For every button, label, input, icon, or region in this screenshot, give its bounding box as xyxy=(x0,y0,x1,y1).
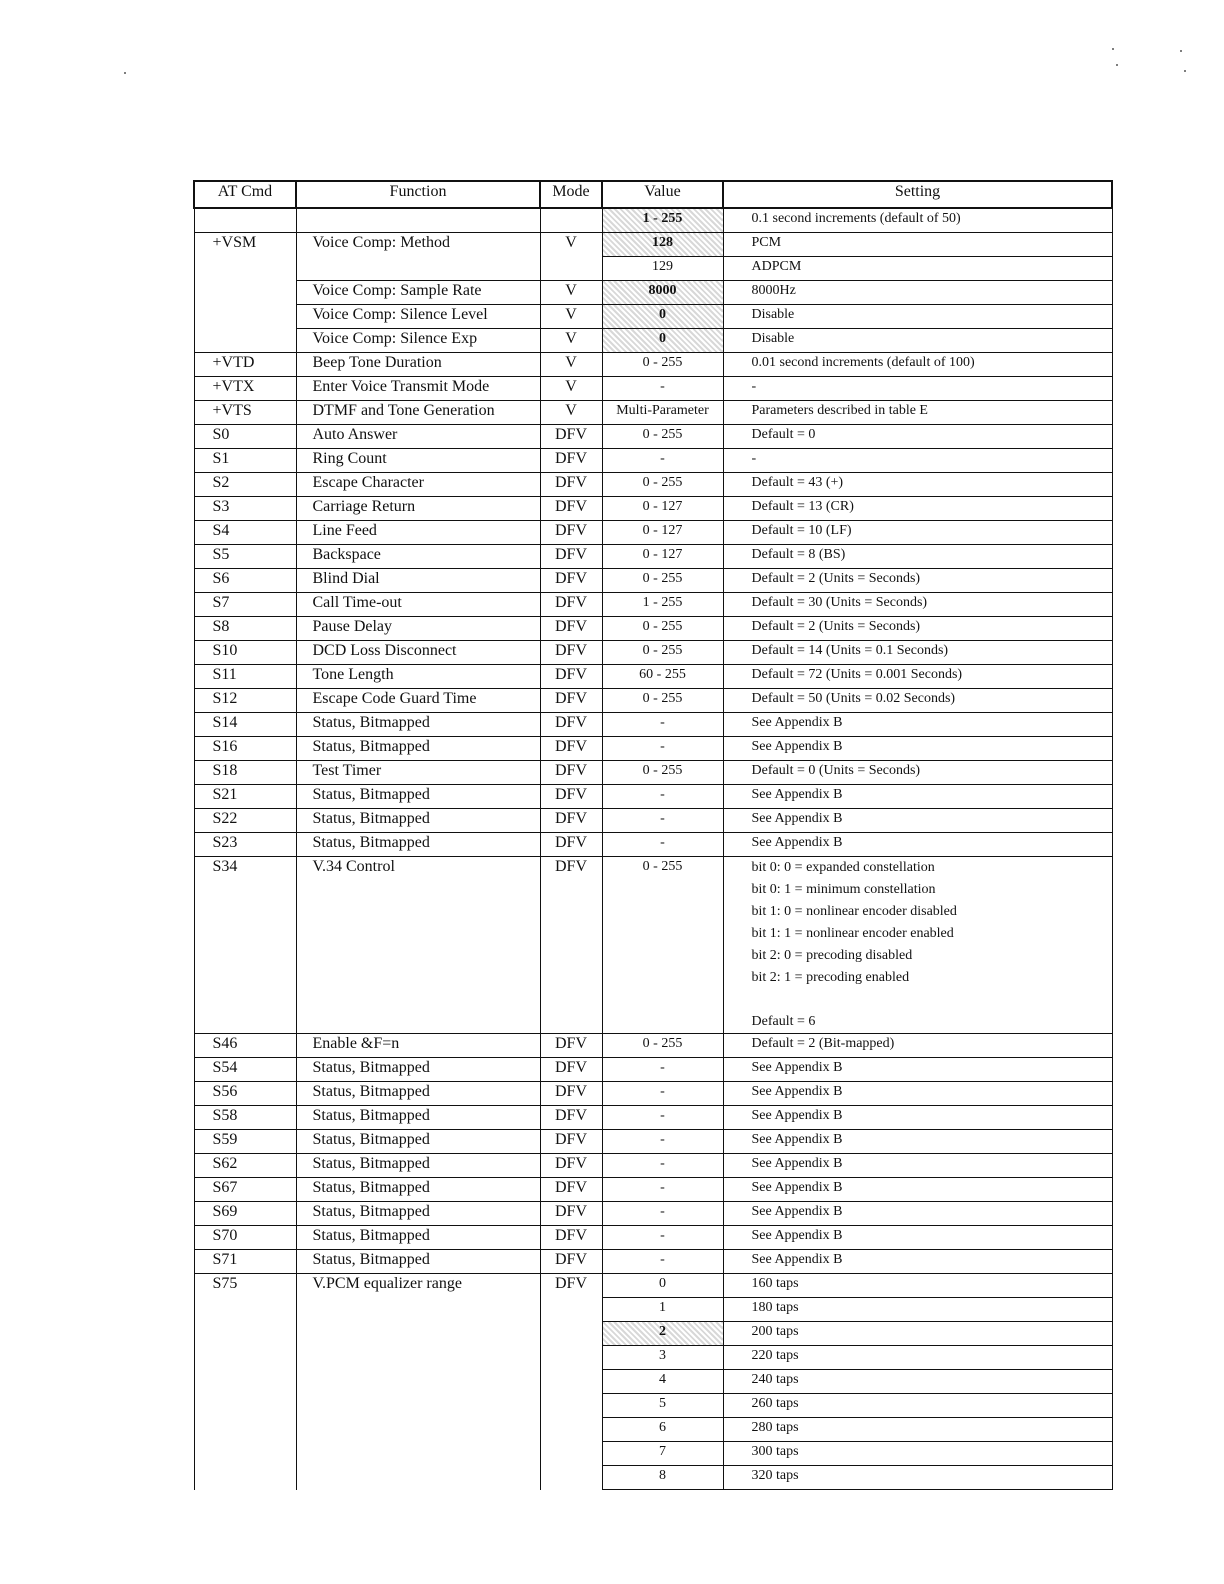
value-cell: - xyxy=(602,809,723,833)
table-row xyxy=(194,1082,1112,1106)
table-row xyxy=(194,1226,1112,1250)
mode-cell: DFV xyxy=(540,617,602,641)
table-row xyxy=(194,521,1112,545)
value-cell: - xyxy=(602,449,723,473)
value-cell: - xyxy=(602,1082,723,1106)
value-cell: 0 - 127 xyxy=(602,521,723,545)
table-row xyxy=(194,425,1112,449)
cmd-cell: S46 xyxy=(194,1034,296,1058)
cmd-cell: S6 xyxy=(194,569,296,593)
cmd-cell: S14 xyxy=(194,713,296,737)
cmd-cell xyxy=(194,257,296,281)
scan-speck xyxy=(124,72,126,74)
value-cell: 1 - 255 xyxy=(602,593,723,617)
cmd-cell: S7 xyxy=(194,593,296,617)
cmd-cell: S62 xyxy=(194,1154,296,1178)
mode-cell: V xyxy=(540,233,602,281)
value-cell: - xyxy=(602,1130,723,1154)
cmd-cell xyxy=(194,329,296,353)
table-row xyxy=(194,1034,1112,1058)
function-cell: Escape Character xyxy=(296,473,540,497)
function-cell: Line Feed xyxy=(296,521,540,545)
mode-cell: DFV xyxy=(540,761,602,785)
function-cell: Test Timer xyxy=(296,761,540,785)
setting-cell: - xyxy=(723,449,1112,473)
mode-cell: DFV xyxy=(540,1226,602,1250)
function-cell: Voice Comp: Silence Level xyxy=(296,305,540,329)
header-mode: Mode xyxy=(540,181,602,208)
function-cell: Status, Bitmapped xyxy=(296,833,540,857)
cmd-cell xyxy=(194,281,296,305)
mode-cell: DFV xyxy=(540,857,602,1034)
setting-cell: 180 taps xyxy=(723,1298,1112,1322)
mode-cell: V xyxy=(540,353,602,377)
value-cell: - xyxy=(602,713,723,737)
value-cell: - xyxy=(602,1058,723,1082)
table-row xyxy=(194,569,1112,593)
mode-cell: DFV xyxy=(540,1034,602,1058)
function-cell: V.34 Control xyxy=(296,857,540,1034)
setting-cell: 260 taps xyxy=(723,1394,1112,1418)
setting-cell: See Appendix B xyxy=(723,1082,1112,1106)
cmd-cell: +VTD xyxy=(194,353,296,377)
mode-cell: DFV xyxy=(540,665,602,689)
table-row xyxy=(194,1106,1112,1130)
value-cell: - xyxy=(602,1226,723,1250)
table-row xyxy=(194,737,1112,761)
mode-cell: DFV xyxy=(540,1274,602,1490)
mode-cell: DFV xyxy=(540,737,602,761)
value-cell: - xyxy=(602,833,723,857)
setting-cell: See Appendix B xyxy=(723,1130,1112,1154)
setting-cell: See Appendix B xyxy=(723,1202,1112,1226)
cmd-cell: S75 xyxy=(194,1274,296,1490)
function-cell: Ring Count xyxy=(296,449,540,473)
function-cell: Status, Bitmapped xyxy=(296,1130,540,1154)
setting-cell: See Appendix B xyxy=(723,737,1112,761)
scan-speck xyxy=(1184,70,1186,72)
table-row xyxy=(194,833,1112,857)
setting-cell: 240 taps xyxy=(723,1370,1112,1394)
cmd-cell: S11 xyxy=(194,665,296,689)
function-cell: V.PCM equalizer range xyxy=(296,1274,540,1490)
value-cell: 0 - 255 xyxy=(602,473,723,497)
function-cell: Pause Delay xyxy=(296,617,540,641)
value-cell: 0 xyxy=(602,1274,723,1298)
cmd-cell xyxy=(194,305,296,329)
function-cell: Enter Voice Transmit Mode xyxy=(296,377,540,401)
at-command-table xyxy=(193,180,1113,1490)
mode-cell: DFV xyxy=(540,521,602,545)
cmd-cell: S18 xyxy=(194,761,296,785)
table-row xyxy=(194,401,1112,425)
setting-cell: 0.01 second increments (default of 100) xyxy=(723,353,1112,377)
setting-cell: Default = 2 (Units = Seconds) xyxy=(723,569,1112,593)
function-cell xyxy=(296,208,540,233)
value-cell: - xyxy=(602,1154,723,1178)
setting-cell: 200 taps xyxy=(723,1322,1112,1346)
value-cell: 0 - 127 xyxy=(602,497,723,521)
function-cell: Call Time-out xyxy=(296,593,540,617)
function-cell: Status, Bitmapped xyxy=(296,1202,540,1226)
table-row xyxy=(194,1058,1112,1082)
value-cell: - xyxy=(602,785,723,809)
setting-cell: Default = 50 (Units = 0.02 Seconds) xyxy=(723,689,1112,713)
value-cell: Multi-Parameter xyxy=(602,401,723,425)
cmd-cell: S59 xyxy=(194,1130,296,1154)
function-cell: Status, Bitmapped xyxy=(296,1250,540,1274)
mode-cell: DFV xyxy=(540,1106,602,1130)
mode-cell: DFV xyxy=(540,785,602,809)
setting-cell: See Appendix B xyxy=(723,785,1112,809)
value-cell: 2 xyxy=(602,1322,723,1346)
header-value: Value xyxy=(602,181,723,208)
setting-cell: Disable xyxy=(723,305,1112,329)
value-cell: 0 - 255 xyxy=(602,425,723,449)
setting-cell: See Appendix B xyxy=(723,1250,1112,1274)
function-cell: Status, Bitmapped xyxy=(296,1106,540,1130)
table-row xyxy=(194,857,1112,1034)
setting-cell: See Appendix B xyxy=(723,1226,1112,1250)
header-function: Function xyxy=(296,181,540,208)
function-cell: Backspace xyxy=(296,545,540,569)
value-cell: - xyxy=(602,1106,723,1130)
cmd-cell: S12 xyxy=(194,689,296,713)
setting-cell: Default = 14 (Units = 0.1 Seconds) xyxy=(723,641,1112,665)
setting-cell: Default = 43 (+) xyxy=(723,473,1112,497)
value-cell: - xyxy=(602,1250,723,1274)
cmd-cell: S23 xyxy=(194,833,296,857)
setting-cell: 160 taps xyxy=(723,1274,1112,1298)
value-cell: 129 xyxy=(602,257,723,281)
cmd-cell: S70 xyxy=(194,1226,296,1250)
function-cell: Status, Bitmapped xyxy=(296,1154,540,1178)
setting-cell: See Appendix B xyxy=(723,1154,1112,1178)
function-cell: Status, Bitmapped xyxy=(296,1178,540,1202)
cmd-cell: S8 xyxy=(194,617,296,641)
table-row xyxy=(194,593,1112,617)
cmd-cell: S10 xyxy=(194,641,296,665)
function-cell: Tone Length xyxy=(296,665,540,689)
table-row xyxy=(194,497,1112,521)
setting-cell: Default = 30 (Units = Seconds) xyxy=(723,593,1112,617)
scan-speck xyxy=(1116,64,1118,66)
value-cell: 0 xyxy=(602,305,723,329)
setting-cell: 220 taps xyxy=(723,1346,1112,1370)
value-cell: 3 xyxy=(602,1346,723,1370)
table-row xyxy=(194,641,1112,665)
value-cell: 4 xyxy=(602,1370,723,1394)
value-cell: - xyxy=(602,737,723,761)
value-cell: 0 - 255 xyxy=(602,641,723,665)
scan-speck xyxy=(1112,48,1114,50)
setting-cell: PCM xyxy=(723,233,1112,257)
table-row xyxy=(194,689,1112,713)
setting-cell: 8000Hz xyxy=(723,281,1112,305)
cmd-cell xyxy=(194,208,296,233)
table-row xyxy=(194,809,1112,833)
mode-cell: DFV xyxy=(540,1178,602,1202)
setting-cell: 0.1 second increments (default of 50) xyxy=(723,208,1112,233)
mode-cell xyxy=(540,208,602,233)
cmd-cell: S0 xyxy=(194,425,296,449)
header-row xyxy=(194,181,1112,208)
mode-cell: DFV xyxy=(540,809,602,833)
function-cell: Status, Bitmapped xyxy=(296,1058,540,1082)
value-cell: 0 - 255 xyxy=(602,761,723,785)
function-cell: Voice Comp: Method xyxy=(296,233,540,281)
cmd-cell: S5 xyxy=(194,545,296,569)
header-setting: Setting xyxy=(723,181,1112,208)
function-cell: Status, Bitmapped xyxy=(296,713,540,737)
mode-cell: V xyxy=(540,329,602,353)
value-cell: - xyxy=(602,1202,723,1226)
setting-cell: Parameters described in table E xyxy=(723,401,1112,425)
setting-cell: Default = 0 xyxy=(723,425,1112,449)
function-cell: Blind Dial xyxy=(296,569,540,593)
value-cell: 60 - 255 xyxy=(602,665,723,689)
mode-cell: DFV xyxy=(540,641,602,665)
cmd-cell: S67 xyxy=(194,1178,296,1202)
setting-cell: 320 taps xyxy=(723,1466,1112,1490)
setting-cell: Default = 8 (BS) xyxy=(723,545,1112,569)
setting-cell: 280 taps xyxy=(723,1418,1112,1442)
cmd-cell: +VTS xyxy=(194,401,296,425)
function-cell: DCD Loss Disconnect xyxy=(296,641,540,665)
cmd-cell: S69 xyxy=(194,1202,296,1226)
value-cell: 0 - 255 xyxy=(602,689,723,713)
setting-cell: Default = 0 (Units = Seconds) xyxy=(723,761,1112,785)
table-row xyxy=(194,617,1112,641)
cmd-cell: S56 xyxy=(194,1082,296,1106)
function-cell: Status, Bitmapped xyxy=(296,1082,540,1106)
function-cell: Status, Bitmapped xyxy=(296,785,540,809)
setting-cell: See Appendix B xyxy=(723,1178,1112,1202)
setting-cell: Default = 72 (Units = 0.001 Seconds) xyxy=(723,665,1112,689)
table-row xyxy=(194,305,1112,329)
mode-cell: DFV xyxy=(540,1082,602,1106)
mode-cell: DFV xyxy=(540,1202,602,1226)
value-cell: 0 - 255 xyxy=(602,617,723,641)
mode-cell: DFV xyxy=(540,1154,602,1178)
value-cell: 0 - 255 xyxy=(602,569,723,593)
value-cell: 0 - 255 xyxy=(602,857,723,1034)
setting-cell: See Appendix B xyxy=(723,809,1112,833)
mode-cell: V xyxy=(540,377,602,401)
setting-cell: See Appendix B xyxy=(723,833,1112,857)
table-row xyxy=(194,353,1112,377)
value-cell: 128 xyxy=(602,233,723,257)
function-cell: Status, Bitmapped xyxy=(296,809,540,833)
setting-cell: Default = 2 (Bit-mapped) xyxy=(723,1034,1112,1058)
value-cell: 8 xyxy=(602,1466,723,1490)
table-row xyxy=(194,449,1112,473)
cmd-cell: S22 xyxy=(194,809,296,833)
cmd-cell: S71 xyxy=(194,1250,296,1274)
table-row xyxy=(194,1202,1112,1226)
cmd-cell: S4 xyxy=(194,521,296,545)
mode-cell: DFV xyxy=(540,497,602,521)
value-cell: 0 - 127 xyxy=(602,545,723,569)
table-row xyxy=(194,665,1112,689)
value-cell: 1 - 255 xyxy=(602,208,723,233)
table-row xyxy=(194,329,1112,353)
mode-cell: DFV xyxy=(540,593,602,617)
setting-cell: See Appendix B xyxy=(723,1058,1112,1082)
value-cell: 7 xyxy=(602,1442,723,1466)
cmd-cell: +VTX xyxy=(194,377,296,401)
function-cell: Carriage Return xyxy=(296,497,540,521)
setting-cell: - xyxy=(723,377,1112,401)
setting-cell: See Appendix B xyxy=(723,713,1112,737)
value-cell: 5 xyxy=(602,1394,723,1418)
setting-cell: See Appendix B xyxy=(723,1106,1112,1130)
mode-cell: DFV xyxy=(540,425,602,449)
function-cell: Status, Bitmapped xyxy=(296,737,540,761)
table-row xyxy=(194,1274,1112,1298)
value-cell: 8000 xyxy=(602,281,723,305)
scan-speck xyxy=(1180,50,1182,52)
cmd-cell: +VSM xyxy=(194,233,296,257)
table-row xyxy=(194,761,1112,785)
table-row xyxy=(194,208,1112,233)
mode-cell: DFV xyxy=(540,713,602,737)
table-row xyxy=(194,377,1112,401)
mode-cell: V xyxy=(540,401,602,425)
header-cmd: AT Cmd xyxy=(194,181,296,208)
mode-cell: DFV xyxy=(540,1058,602,1082)
value-cell: - xyxy=(602,1178,723,1202)
function-cell: DTMF and Tone Generation xyxy=(296,401,540,425)
table-row xyxy=(194,233,1112,257)
mode-cell: DFV xyxy=(540,569,602,593)
function-cell: Voice Comp: Sample Rate xyxy=(296,281,540,305)
table-row xyxy=(194,713,1112,737)
table-row xyxy=(194,1178,1112,1202)
value-cell: 0 - 255 xyxy=(602,353,723,377)
mode-cell: DFV xyxy=(540,689,602,713)
setting-cell: 300 taps xyxy=(723,1442,1112,1466)
cmd-cell: S2 xyxy=(194,473,296,497)
function-cell: Auto Answer xyxy=(296,425,540,449)
setting-cell: ADPCM xyxy=(723,257,1112,281)
value-cell: 0 - 255 xyxy=(602,1034,723,1058)
table-row xyxy=(194,545,1112,569)
mode-cell: DFV xyxy=(540,449,602,473)
mode-cell: V xyxy=(540,281,602,305)
function-cell: Voice Comp: Silence Exp xyxy=(296,329,540,353)
value-cell: 6 xyxy=(602,1418,723,1442)
function-cell: Beep Tone Duration xyxy=(296,353,540,377)
value-cell: 0 xyxy=(602,329,723,353)
table-row xyxy=(194,1130,1112,1154)
mode-cell: DFV xyxy=(540,545,602,569)
setting-cell: Disable xyxy=(723,329,1112,353)
cmd-cell: S1 xyxy=(194,449,296,473)
function-cell: Enable &F=n xyxy=(296,1034,540,1058)
cmd-cell: S34 xyxy=(194,857,296,1034)
cmd-cell: S16 xyxy=(194,737,296,761)
setting-cell: Default = 2 (Units = Seconds) xyxy=(723,617,1112,641)
table-row xyxy=(194,1154,1112,1178)
setting-cell: Default = 10 (LF) xyxy=(723,521,1112,545)
cmd-cell: S54 xyxy=(194,1058,296,1082)
cmd-cell: S58 xyxy=(194,1106,296,1130)
table-row xyxy=(194,1250,1112,1274)
value-cell: - xyxy=(602,377,723,401)
function-cell: Escape Code Guard Time xyxy=(296,689,540,713)
setting-cell: bit 0: 0 = expanded constellation bit 0: 1 = minimum constellation bit 1: 0 = nonlinear encoder disabled bit 1: 1 = nonlinear encoder enabled bit 2: 0 = precoding disabled bit 2: 1 = precoding enabled Default = 6 xyxy=(723,857,1112,1034)
value-cell: 1 xyxy=(602,1298,723,1322)
cmd-cell: S21 xyxy=(194,785,296,809)
mode-cell: V xyxy=(540,305,602,329)
mode-cell: DFV xyxy=(540,1130,602,1154)
cmd-cell: S3 xyxy=(194,497,296,521)
table-row xyxy=(194,785,1112,809)
table-row xyxy=(194,281,1112,305)
mode-cell: DFV xyxy=(540,473,602,497)
function-cell: Status, Bitmapped xyxy=(296,1226,540,1250)
setting-cell: Default = 13 (CR) xyxy=(723,497,1112,521)
mode-cell: DFV xyxy=(540,833,602,857)
mode-cell: DFV xyxy=(540,1250,602,1274)
table-row xyxy=(194,473,1112,497)
